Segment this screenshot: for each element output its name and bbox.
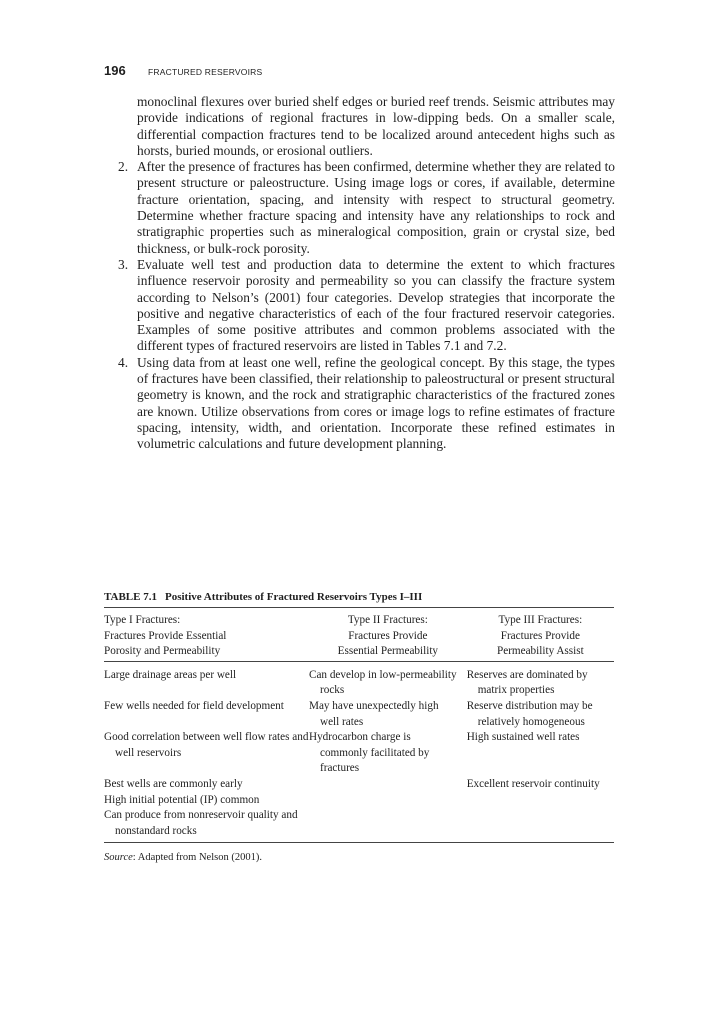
running-head: FRACTURED RESERVOIRS — [148, 67, 263, 77]
column-header-type-3 — [467, 608, 614, 661]
list-item — [104, 159, 615, 257]
list-item-number: 4. — [118, 354, 129, 370]
cell-text: Can develop in low-permeability rocks — [309, 668, 457, 697]
column-header-type-2 — [309, 608, 467, 661]
table-cell — [309, 730, 467, 777]
list-item-text: After the presence of fractures has been confirmed, determine whether they are related to present structure or paleostructure. Using image logs or cores, if available, determine fracture orientation, spacing, and intensity with respect to structural geometry. Determine whether fracture spacing and intensity have any relationships to rock and stratigraphic properties such as mineralogical composition, grain or crystal size, bed thickness, or bulk-rock porosity. — [137, 159, 615, 256]
header-line: Fractures Provide — [500, 629, 580, 642]
table-cell — [309, 793, 467, 809]
table-cell — [467, 730, 614, 777]
table-cell — [104, 777, 309, 793]
header-line: Essential Permeability — [337, 645, 439, 658]
cell-text: Reserves are dominated by matrix properties — [466, 668, 588, 697]
table-source-note — [104, 852, 614, 863]
body-text — [104, 94, 615, 453]
cell-text: Can produce from nonreservoir quality and nonstandard rocks — [104, 809, 298, 837]
table-cell — [309, 808, 467, 843]
cell-text: Large drainage areas per well — [104, 668, 237, 681]
table-title: Positive Attributes of Fractured Reservoirs Types I–III — [164, 591, 423, 603]
table-cell — [309, 661, 467, 699]
numbered-list — [104, 159, 615, 452]
cell-text: Reserve distribution may be relatively homogeneous — [466, 699, 593, 728]
table-row — [104, 661, 614, 699]
table-row — [104, 699, 614, 730]
table-cell — [309, 699, 467, 730]
cell-text: High initial potential (IP) common — [104, 793, 260, 806]
table-cell — [104, 699, 309, 730]
header-line: Type I Fractures: — [104, 614, 181, 626]
header-line: Porosity and Permeability — [104, 645, 221, 658]
table-row — [104, 808, 614, 843]
page-header — [104, 62, 262, 80]
cell-text: Few wells needed for field development — [104, 699, 284, 712]
table-cell — [467, 793, 614, 809]
column-header-type-1 — [104, 608, 309, 661]
cell-text: Good correlation between well flow rates and well reservoirs — [104, 731, 309, 759]
list-item-text: Evaluate well test and production data to determine the extent to which fractures influence reservoir porosity and permeability so you can classify the fracture system according to Nelson’s (2001) four categories. Develop strategies that incorporate the positive and negative characteristics of each of the four fractured reservoir categories. Examples of some positive attributes and common problems associated with the different types of fractured reservoirs are listed in Tables 7.1 and 7.2. — [137, 256, 615, 354]
cell-text: Excellent reservoir continuity — [466, 777, 600, 790]
header-line: Fractures Provide Essential — [104, 629, 227, 642]
table-cell — [309, 777, 467, 793]
table-cell — [104, 808, 309, 843]
table-cell — [104, 661, 309, 699]
list-item — [104, 355, 615, 453]
header-line: Type III Fractures: — [498, 614, 583, 626]
table-header-row — [104, 608, 614, 661]
attributes-table — [104, 608, 614, 843]
source-text: : Adapted from Nelson (2001). — [132, 852, 262, 864]
table-label: TABLE 7.1 — [104, 591, 157, 603]
header-line: Permeability Assist — [497, 645, 584, 658]
table-7-1 — [104, 591, 614, 863]
header-line: Type II Fractures: — [347, 614, 428, 626]
table-cell — [104, 730, 309, 777]
header-line: Fractures Provide — [348, 629, 428, 642]
continuation-paragraph: monoclinal flexures over buried shelf edges or buried reef trends. Seismic attributes may provide indications of regional fractures in low-dipping beds. On a smaller scale, differential compaction fractures tend to be localized around antecedent highs such as horsts, buried mounds, or erosional outliers. — [137, 94, 615, 158]
list-item — [104, 257, 615, 355]
list-item-text: Using data from at least one well, refine the geological concept. By this stage, the types of fractures have been classified, their relationship to paleostructural or present structural geometry is known, and the rock and stratigraphic characteristics of the fractured zones are known. Utilize observations from cores or image logs to refine estimates of fracture spacing, intensity, width, and orientation. Incorporate these refined estimates in volumetric calculations and future development planning. — [137, 354, 615, 452]
table-row — [104, 730, 614, 777]
page-number: 196 — [104, 63, 126, 78]
table-cell — [467, 777, 614, 793]
list-item-number: 2. — [118, 159, 129, 175]
source-label: Source — [104, 852, 133, 864]
table-cell — [467, 699, 614, 730]
table-cell — [104, 793, 309, 809]
cell-text: Hydrocarbon charge is commonly facilitated by fractures — [309, 731, 430, 775]
table-cell — [467, 808, 614, 843]
cell-text: May have unexpectedly high well rates — [309, 699, 439, 728]
table-row — [104, 793, 614, 809]
table-row — [104, 777, 614, 793]
cell-text: High sustained well rates — [466, 731, 580, 744]
table-caption — [104, 591, 614, 608]
cell-text: Best wells are commonly early — [104, 777, 243, 790]
list-item-number: 3. — [118, 256, 129, 272]
table-cell — [467, 661, 614, 699]
